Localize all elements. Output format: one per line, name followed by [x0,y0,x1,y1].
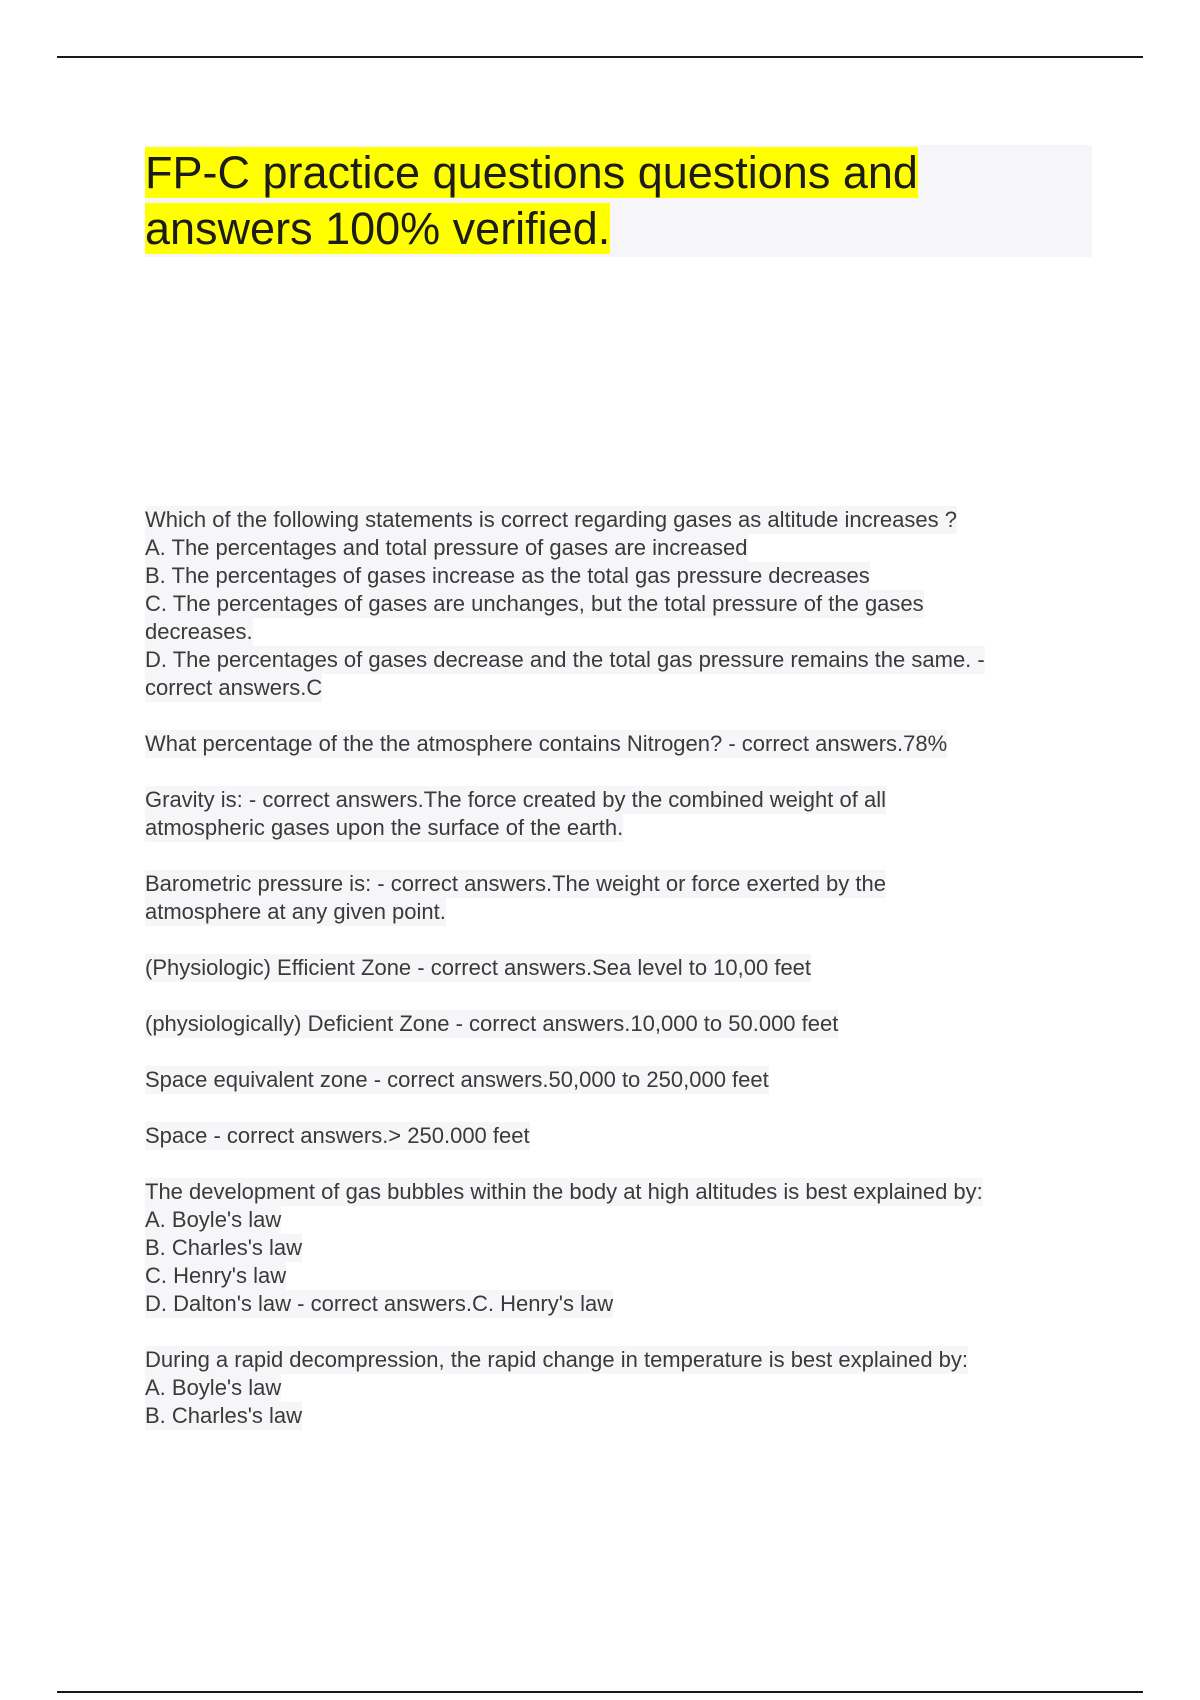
qa-line: During a rapid decompression, the rapid change in temperature is best explained by: [145,1347,969,1372]
qa-line: A. Boyle's law [145,1207,282,1232]
qa-line: D. The percentages of gases decrease and the total gas pressure remains the same. - [145,647,985,672]
qa-line: The development of gas bubbles within the body at high altitudes is best explained by: [145,1179,983,1204]
qa-line: correct answers.C [145,675,323,700]
qa-line: C. The percentages of gases are unchanges, but the total pressure of the gases [145,591,924,616]
qa-item [145,506,1095,702]
qa-line: B. Charles's law [145,1403,303,1428]
qa-line: B. The percentages of gases increase as the total gas pressure decreases [145,563,870,588]
qa-line: D. Dalton's law - correct answers.C. Henry's law [145,1291,614,1316]
qa-line: (physiologically) Deficient Zone - correct answers.10,000 to 50.000 feet [145,1011,839,1036]
qa-line: What percentage of the the atmosphere contains Nitrogen? - correct answers.78% [145,731,948,756]
footer-rule [57,1691,1143,1693]
header-rule [57,56,1143,58]
qa-item [145,1066,1095,1094]
qa-item [145,1010,1095,1038]
qa-item [145,870,1095,926]
qa-item [145,954,1095,982]
qa-list [145,506,1095,1458]
qa-line: B. Charles's law [145,1235,303,1260]
qa-item [145,1122,1095,1150]
qa-line: atmosphere at any given point. [145,899,446,924]
document-title [145,145,1005,257]
qa-item [145,1178,1095,1318]
qa-line: (Physiologic) Efficient Zone - correct answers.Sea level to 10,00 feet [145,955,812,980]
qa-line: Space equivalent zone - correct answers.50,000 to 250,000 feet [145,1067,769,1092]
qa-line: A. The percentages and total pressure of gases are increased [145,535,748,560]
qa-line: Which of the following statements is correct regarding gases as altitude increases ? [145,507,957,532]
qa-item [145,730,1095,758]
qa-line: Space - correct answers.> 250.000 feet [145,1123,530,1148]
qa-item [145,1346,1095,1430]
qa-line: A. Boyle's law [145,1375,282,1400]
qa-line: Gravity is: - correct answers.The force created by the combined weight of all [145,787,886,812]
qa-line: C. Henry's law [145,1263,287,1288]
title-block [145,145,1092,257]
title-highlight: FP-C practice questions questions and answers 100% verified. [145,147,918,254]
qa-line: Barometric pressure is: - correct answers.The weight or force exerted by the [145,871,886,896]
qa-item [145,786,1095,842]
qa-line: decreases. [145,619,253,644]
qa-line: atmospheric gases upon the surface of the earth. [145,815,624,840]
